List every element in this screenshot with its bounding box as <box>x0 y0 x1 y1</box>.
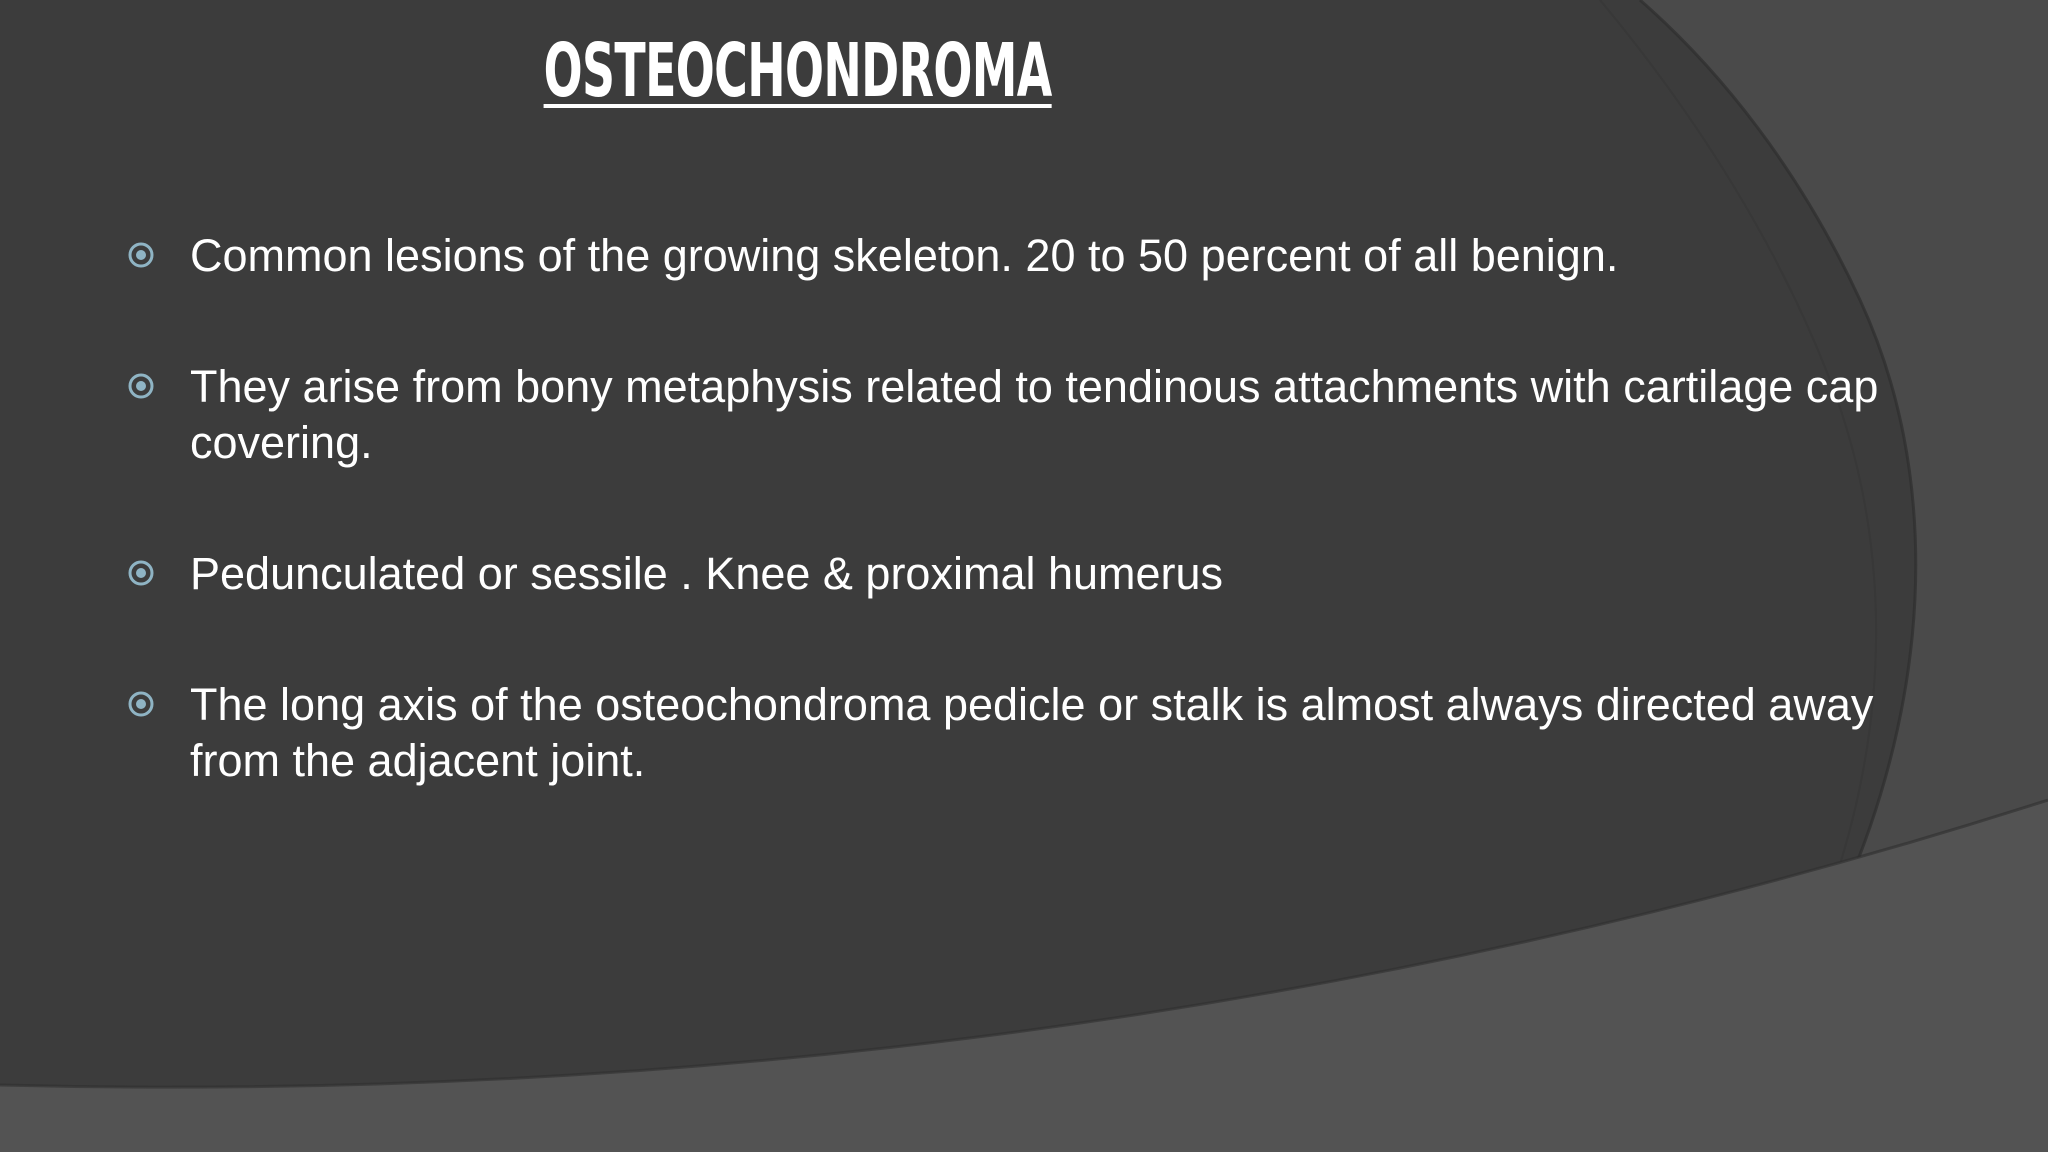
target-circle-icon <box>126 689 156 719</box>
slide-title: OSTEOCHONDROMA <box>543 28 1052 114</box>
bullet-text: The long axis of the osteochondroma pedicle or stalk is almost always directed away from the adjacent joint. <box>190 679 1874 786</box>
target-circle-icon <box>126 558 156 588</box>
bullet-item <box>126 546 1956 602</box>
bullet-text: Pedunculated or sessile . Knee & proximal humerus <box>190 548 1224 599</box>
bullet-list <box>126 228 1956 864</box>
bullet-text: Common lesions of the growing skeleton. 20 to 50 percent of all benign. <box>190 230 1619 281</box>
target-circle-icon <box>126 371 156 401</box>
bullet-text: They arise from bony metaphysis related to tendinous attachments with cartilage cap covering. <box>190 361 1879 468</box>
bullet-item <box>126 359 1956 471</box>
target-circle-icon <box>126 240 156 270</box>
bullet-item <box>126 677 1956 789</box>
bullet-item <box>126 228 1956 284</box>
